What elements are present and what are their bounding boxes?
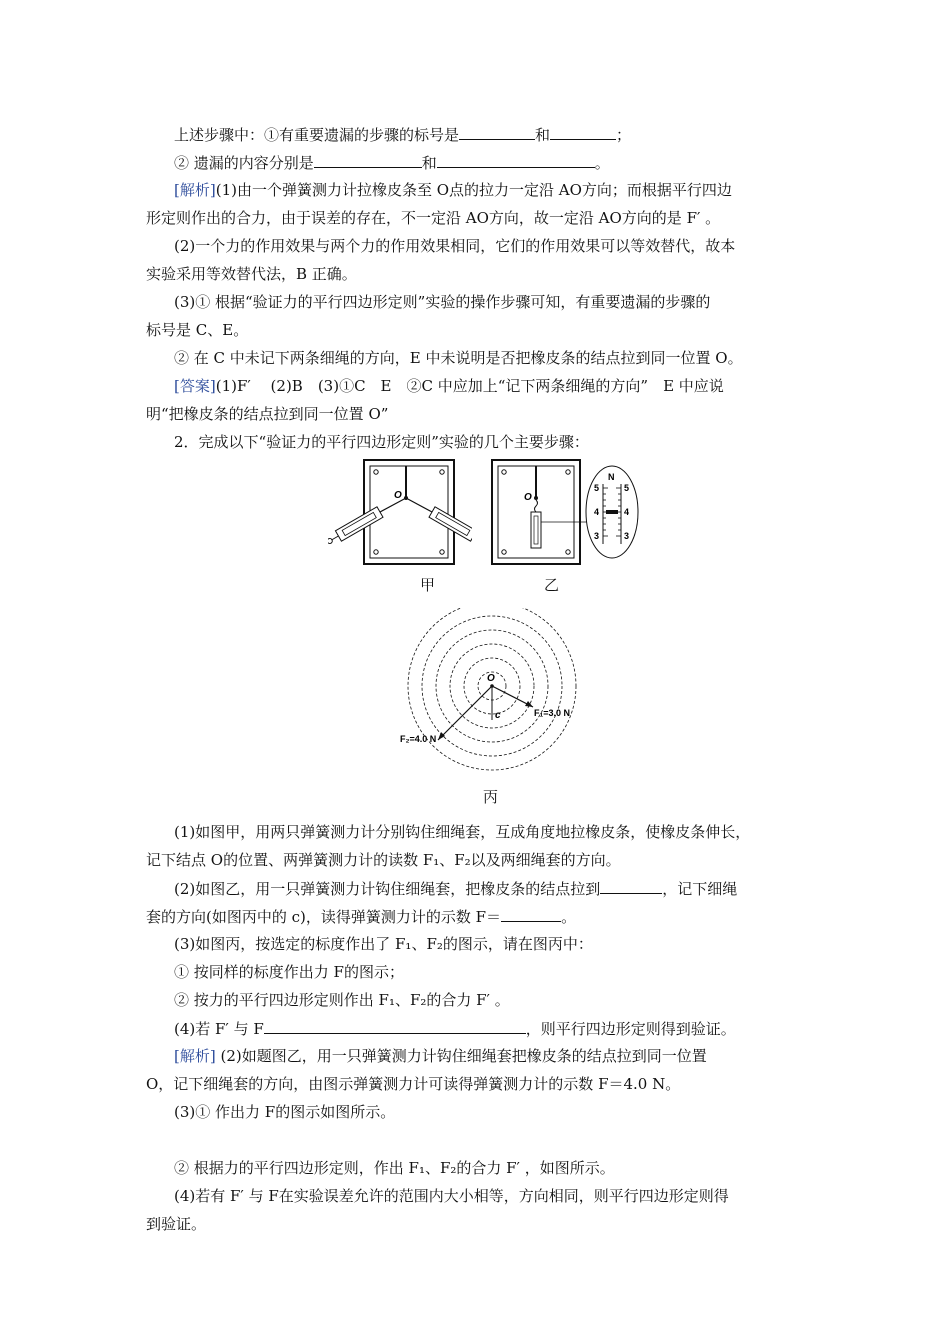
scale-tick-label: 3 — [624, 531, 630, 541]
text-line-15: (2)如图乙，用一只弹簧测力计钩住细绳套，把橡皮条的结点拉到 ，记下细绳 — [174, 880, 738, 898]
figure-yi-diagram — [490, 458, 650, 572]
label-o: O — [524, 492, 532, 503]
figure-bing-caption: 丙 — [483, 788, 499, 806]
text-line-21: [解析] (2)如题图乙，用一只弹簧测力计钩住细绳套把橡皮条的结点拉到同一位置 — [174, 1047, 707, 1065]
text-line-19: ② 按力的平行四边形定则作出 F₁、F₂的合力 F′ 。 — [174, 991, 510, 1009]
text-line-18: ① 按同样的标度作出力 F的图示； — [174, 963, 404, 981]
scale-tick-label: 3 — [594, 531, 600, 541]
analysis-tag: [解析] — [174, 1047, 216, 1065]
text-line-20: (4)若 F′ 与 F ，则平行四边形定则得到验证。 — [174, 1020, 736, 1038]
answer-blank — [264, 1018, 526, 1034]
text-line-7: (3)① 根据“验证力的平行四边形定则”实验的操作步骤可知，有重要遗漏的步骤的 — [174, 293, 711, 311]
text-line-25: (4)若有 F′ 与 F在实验误差允许的范围内大小相等，方向相同，则平行四边形定则得 — [174, 1187, 729, 1205]
answer-blank — [314, 152, 422, 168]
text-line-8: 标号是 C、E。 — [146, 321, 249, 339]
figure-jia-diagram — [328, 458, 472, 572]
label-o: O — [487, 673, 495, 684]
answer-blank — [600, 878, 662, 894]
answer-blank — [437, 152, 595, 168]
text-line-16: 套的方向(如图丙中的 c)，读得弹簧测力计的示数 F＝ 。 — [146, 908, 577, 926]
text-line-3: [解析](1)由一个弹簧测力计拉橡皮条至 O点的拉力一定沿 AO方向；而根据平行四边 — [174, 181, 732, 199]
text-line-4: 形定则作出的合力，由于误差的存在，不一定沿 AO方向，故一定沿 AO方向的是 F′ 。 — [146, 209, 721, 227]
text-line-1: 上述步骤中：①有重要遗漏的步骤的标号是 和 ； — [174, 126, 632, 144]
analysis-tag: [解析] — [174, 181, 216, 199]
text-line-23: (3)① 作出力 F的图示如图所示。 — [174, 1103, 396, 1121]
text-line-9: ② 在 C 中未记下两条细绳的方向，E 中未说明是否把橡皮条的结点拉到同一位置 O。 — [174, 349, 743, 367]
scale-tick-label: 5 — [594, 483, 600, 493]
figure-yi-caption: 乙 — [544, 576, 560, 594]
scale-tick-label: 5 — [624, 483, 630, 493]
answer-tag: [答案] — [174, 377, 216, 395]
text-line-13: (1)如图甲，用两只弹簧测力计分别钩住细绳套，互成角度地拉橡皮条，使橡皮条伸长， — [174, 823, 751, 841]
scale-unit: N — [608, 472, 615, 482]
text-line-11: 明“把橡皮条的结点拉到同一位置 O” — [146, 405, 389, 423]
text-line-12: 2．完成以下“验证力的平行四边形定则”实验的几个主要步骤： — [174, 433, 589, 451]
text-line-2: ② 遗漏的内容分别是 和 。 — [174, 154, 610, 172]
scale-tick-label: 4 — [594, 507, 600, 517]
text-line-6: 实验采用等效替代法，B 正确。 — [146, 265, 357, 283]
answer-blank — [501, 906, 561, 922]
label-f1: F₁=3.0 N — [534, 708, 570, 718]
answer-blank — [459, 124, 535, 140]
figure-jia-caption: 甲 — [420, 576, 436, 594]
label-c: c — [495, 710, 501, 721]
text-line-14: 记下结点 O的位置、两弹簧测力计的读数 F₁、F₂以及两细绳套的方向。 — [146, 851, 621, 869]
text-line-17: (3)如图丙，按选定的标度作出了 F₁、F₂的图示，请在图丙中： — [174, 935, 593, 953]
text-line-22: O，记下细绳套的方向，由图示弹簧测力计可读得弹簧测力计的示数 F＝4.0 N。 — [146, 1075, 681, 1093]
text-line-5: (2)一个力的作用效果与两个力的作用效果相同，它们的作用效果可以等效替代，故本 — [174, 237, 736, 255]
text-line-10: [答案](1)F′ (2)B (3)①C E ②C 中应加上“记下两条细绳的方向” E 中应说 — [174, 377, 724, 395]
answer-blank — [550, 124, 616, 140]
label-f2: F₂=4.0 N — [400, 734, 437, 744]
figure-bing-diagram — [388, 608, 598, 780]
scale-tick-label: 4 — [624, 507, 630, 517]
text-line-24: ② 根据力的平行四边形定则，作出 F₁、F₂的合力 F′ ，如图所示。 — [174, 1159, 615, 1177]
text-line-26: 到验证。 — [146, 1215, 207, 1233]
label-o: O — [394, 490, 402, 501]
